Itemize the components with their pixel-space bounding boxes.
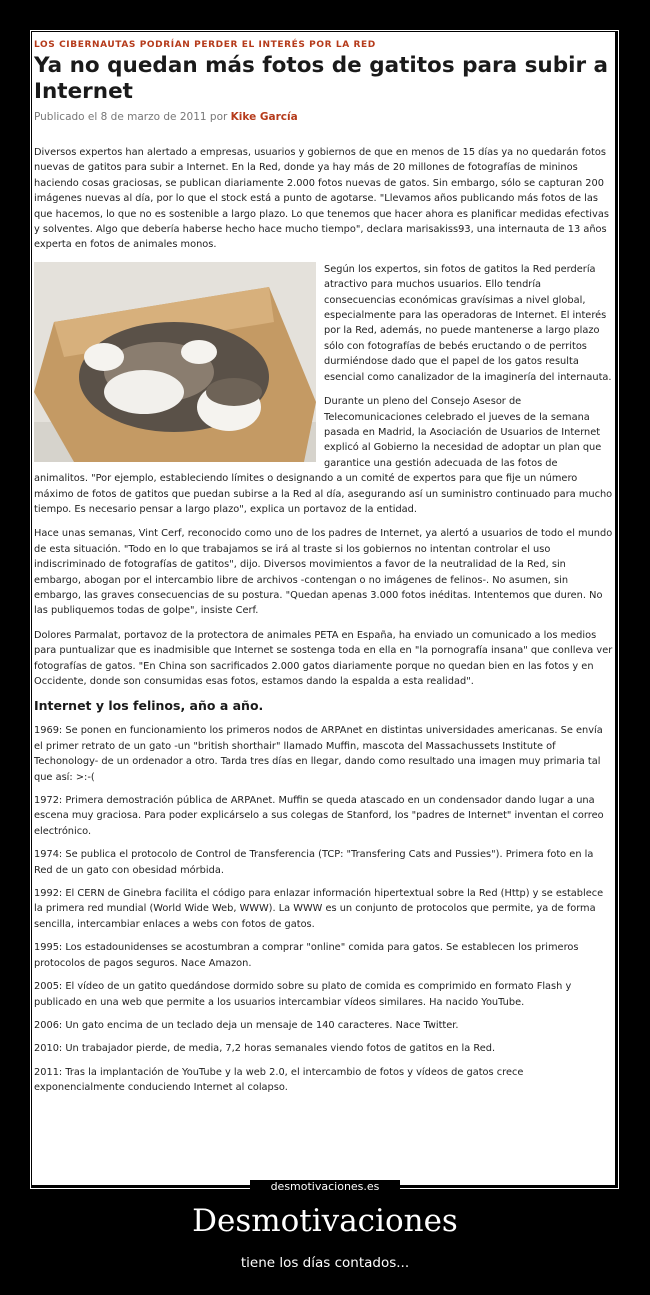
article-paragraph: Dolores Parmalat, portavoz de la protectora de animales PETA en España, ha enviado un comunicado a los medios para puntualizar que es inadmisible que Internet se sostenga toda en ella en "la pornografía insana" que conlleva ver fotografías de gatos. "En China son sacrificados 2.000 gatos diariamente porque no quedan bien en las fotos y en Occidente, donde son consumidas esas fotos, estamos dando la espalda a esta realidad".: [34, 629, 613, 687]
poster-caption: tiene los días contados...: [240, 1255, 410, 1271]
poster-title: Desmotivaciones: [192, 1203, 458, 1239]
timeline-list: [34, 723, 613, 1095]
timeline-entry: 1974: Se publica el protocolo de Control de Transferencia (TCP: "Transfering Cats and Pussies"). Primera foto en la Red de un gato con obesidad mórbida.: [34, 849, 594, 876]
article-paragraph: Según los expertos, sin fotos de gatitos la Red perdería atractivo para muchos usuarios. Ello tendría consecuencias económicas gravísimas a nivel global, especialmente para las operadoras de Internet. El interés por la Red, además, no puede mantenerse a largo plazo sólo con fotografías de bebés eructando o de perritos durmiéndose dado que el papel de los gatos resulta esencial como canalizador de la imaginería del internauta.: [324, 263, 612, 383]
article-kicker: LOS CIBERNAUTAS PODRÍAN PERDER EL INTERÉS POR LA RED: [34, 40, 376, 50]
article-headline: Ya no quedan más fotos de gatitos para subir a Internet: [34, 53, 609, 104]
timeline-entry: 2011: Tras la implantación de YouTube y la web 2.0, el intercambio de fotos y vídeos de gatos crece exponencialmente conduciendo Internet al colapso.: [34, 1066, 524, 1094]
timeline-entry: 1972: Primera demostración pública de ARPAnet. Muffin se queda atascado en un condensador dando lugar a una escena muy graciosa. Para poder explicárselo a sus colegas de Stanford, los "padres de Internet" inventan el correo electrónico.: [34, 795, 604, 837]
article-byline: [34, 111, 613, 123]
timeline-entry: 2006: Un gato encima de un teclado deja un mensaje de 140 caracteres. Nace Twitter.: [34, 1019, 459, 1031]
article-paragraph: Diversos expertos han alertado a empresas, usuarios y gobiernos de que en menos de 15 días ya no quedarán fotos nuevas de gatitos para subir a Internet. En la Red, donde ya hay más de 20 millones de fotografías de mininos haciendo cosas graciosas, se publican diariamente 2.000 fotos nuevas de gatos. Sin embargo, sólo se capturan 200 imágenes nuevas al día, por lo que el stock está a punto de agotarse. "Llevamos años publicando más fotos de las que hacemos, lo que no es sostenible a largo plazo. Lo que tenemos que hacer ahora es planificar medidas efectivas y solventes. Algo que debería haberse hecho hace mucho tiempo", declara marisakiss93, una internauta de 13 años experta en fotos de animales monos.: [34, 147, 609, 251]
cat-in-box-photo: [34, 262, 316, 462]
site-watermark: desmotivaciones.es: [250, 1180, 400, 1194]
byline-author: Kike García: [230, 111, 298, 123]
timeline-entry: 2005: El vídeo de un gatito quedándose dormido sobre su plato de comida es comprimido en formato Flash y publicado en una web que permite a los usuarios intercambiar vídeos similares. Ha nacido YouTube.: [34, 981, 572, 1008]
article-image: [32, 32, 615, 1185]
timeline-entry: 1992: El CERN de Ginebra facilita el código para enlazar información hipertextual sobre la Red (Http) y se establece la primera red mundial (World Wide Web, WWW). La WWW es un conjunto de protocolos que permite, ya de forma sencilla, intercambiar enlaces a webs con fotos de gatos.: [34, 888, 604, 930]
article-paragraph: Hace unas semanas, Vint Cerf, reconocido como uno de los padres de Internet, ya alertó a usuarios de todo el mundo de esta situación. "Todo en lo que trabajamos se irá al traste si los gobiernos no intentan controlar el uso indiscriminado de fotografías de gatitos", dijo. Diversos movimientos a favor de la neutralidad de la Red, sin embargo, abogan por el intercambio libre de archivos -contengan o no imágenes de felinos-. No asumen, sin embargo, las graves consecuencias de su postura. "Quedan apenas 3.000 fotos inéditas. Intentemos que duren. No las publiquemos todas de golpe", insiste Cerf.: [34, 528, 613, 617]
timeline-entry: 1969: Se ponen en funcionamiento los primeros nodos de ARPAnet en distintas universidades americanas. Se envía el primer retrato de un gato -un "british shorthair" llamado Muffin, mascota del Massachussets Institute of Techonology- de un ordenador a otro. Tarda tres días en llegar, dando como resultado una imagen muy primaria tal que así: >:-(: [34, 725, 603, 783]
timeline-heading: Internet y los felinos, año a año.: [34, 698, 264, 714]
byline-date: Publicado el 8 de marzo de 2011 por: [34, 111, 228, 123]
article-paragraph: Durante un pleno del Consejo Asesor de Telecomunicaciones celebrado el jueves de la semana pasada en Madrid, la Asociación de Usuarios de Internet explicó al Gobierno la necesidad de adoptar un plan que garantice una gestión adecuada de las fotos de animalitos. "Por ejemplo, estableciendo límites o designando a un comité de expertos para que fije un número máximo de fotos de gatitos que puedan subirse a la Red al día, asegurando así un suministro continuado para mucho tiempo. Es necesario pensar a largo plazo", explica un portavoz de la entidad.: [34, 396, 613, 515]
timeline-entry: 1995: Los estadounidenses se acostumbran a comprar "online" comida para gatos. Se establecen los primeros protocolos de pagos seguros. Nace Amazon.: [34, 942, 579, 969]
timeline-entry: 2010: Un trabajador pierde, de media, 7,2 horas semanales viendo fotos de gatitos en la Red.: [34, 1043, 496, 1055]
